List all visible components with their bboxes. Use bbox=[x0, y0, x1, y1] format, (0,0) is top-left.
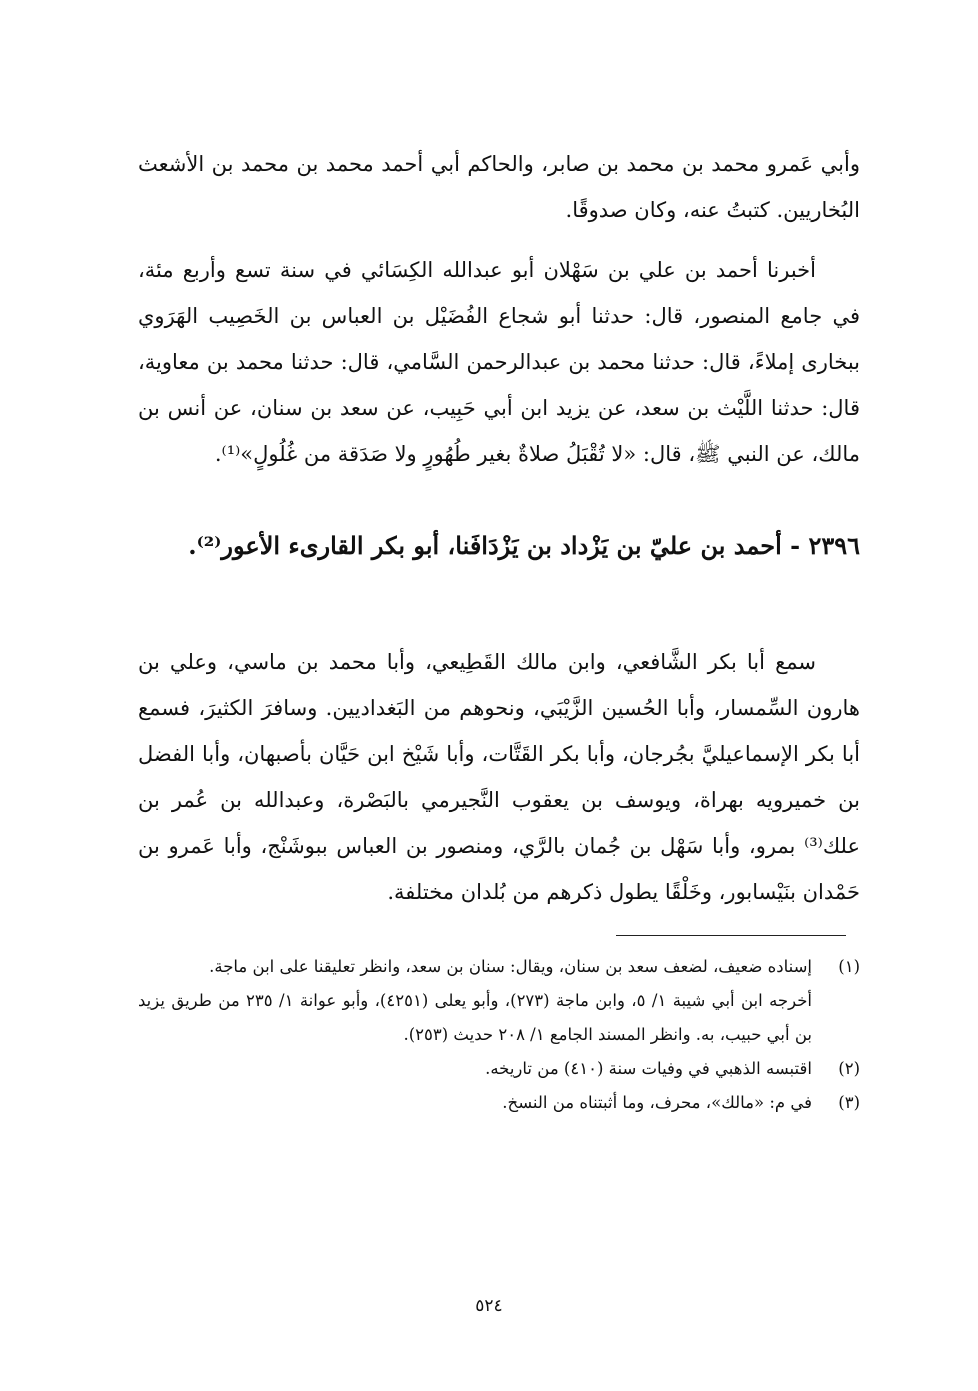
footnote-item bbox=[138, 1052, 860, 1086]
entry-heading: ٢٣٩٦ - أحمد بن عليّ بن يَزْداد بن يَزْدَافَنا، أبو بكر القارىء الأعور⁽²⁾. bbox=[188, 530, 860, 560]
footnote-item bbox=[138, 984, 860, 1052]
footnote-number: (١) bbox=[838, 957, 860, 976]
footnote-item bbox=[138, 950, 860, 984]
footnote-item bbox=[138, 1086, 860, 1120]
text-paragraph-3: سمع أبا بكر الشَّافعي، وابن مالك القَطِيعي، وأبا محمد بن ماسي، وعلي بن هارون السِّمسار، وأبا الحُسين الزَّيْبَي، ونحوهم من البَغداديين. وسافرَ الكثيرَ، فسمع أبا بكر الإسماعيليَّ بجُرجان، وأبا بكر القَتَّات، وأبا شَيْخ ابن حَيَّان بأصبهان، وأبا الفضل بن خميرويه بهراة، ويوسف بن يعقوب النَّجيرمي بالبَصْرة، وعبدالله بن عُمر بن علك⁽³⁾ بمرو، وأبا سَهْل بن جُمان بالرَّي، ومنصور بن العباس ببوشَنْج، وأبا عَمرو بن حَمْدان بنَيْسابور، وخَلْقًا يطول ذكرهم من بُلدان مختلفة. bbox=[138, 650, 860, 904]
footnote-separator bbox=[616, 935, 846, 936]
footnote-text: أخرجه ابن أبي شيبة ١/ ٥، وابن ماجة (٢٧٣)، وأبو يعلى (٤٢٥١)، وأبو عوانة ١/ ٢٣٥ من طريق يزيد بن أبي حبيب، به. وانظر المسند الجامع ١/ ٢٠٨ حديث (٢٥٣). bbox=[138, 991, 813, 1044]
text-paragraph-2: أخبرنا أحمد بن علي بن سَهْلان أبو عبدالله الكِسَائي في سنة تسع وأربع مئة، في جامع المنصور، قال: حدثنا أبو شجاع الفُضَيْل بن العباس بن الخَصِيب الهَرَوي ببخارى إملاءً، قال: حدثنا محمد بن عبدالرحمن السَّامي، قال: حدثنا محمد بن معاوية، قال: حدثنا اللَّيْث بن سعد، عن يزيد ابن أبي حَبِيب، عن سعد بن سنان، عن أنس بن مالك، عن النبي ﷺ، قال: «لا تُقْبَلُ صلاةٌ بغير طُهُورٍ ولا صَدَقة من غُلُولٍ»⁽¹⁾. bbox=[138, 258, 860, 466]
footnote-text: في م: «مالك»، محرف، وما أثبتناه من النسخ. bbox=[502, 1093, 812, 1112]
footnote-number: (٢) bbox=[838, 1059, 860, 1078]
page-number: ٥٢٤ bbox=[475, 1296, 503, 1316]
text-paragraph-1: وأبي عَمرو محمد بن محمد بن صابر، والحاكم أبي أحمد محمد بن محمد بن الأشعث البُخاريين. كتبتُ عنه، وكان صدوقًا. bbox=[138, 152, 860, 222]
footnote-text: إسناده ضعيف، لضعف سعد بن سنان، ويقال: سنان بن سعد، وانظر تعليقنا على ابن ماجة. bbox=[209, 957, 812, 976]
footnote-number: (٣) bbox=[838, 1093, 860, 1112]
footnotes bbox=[138, 950, 860, 1120]
footnote-text: اقتبسه الذهبي في وفيات سنة (٤١٠) من تاريخه. bbox=[485, 1059, 812, 1078]
